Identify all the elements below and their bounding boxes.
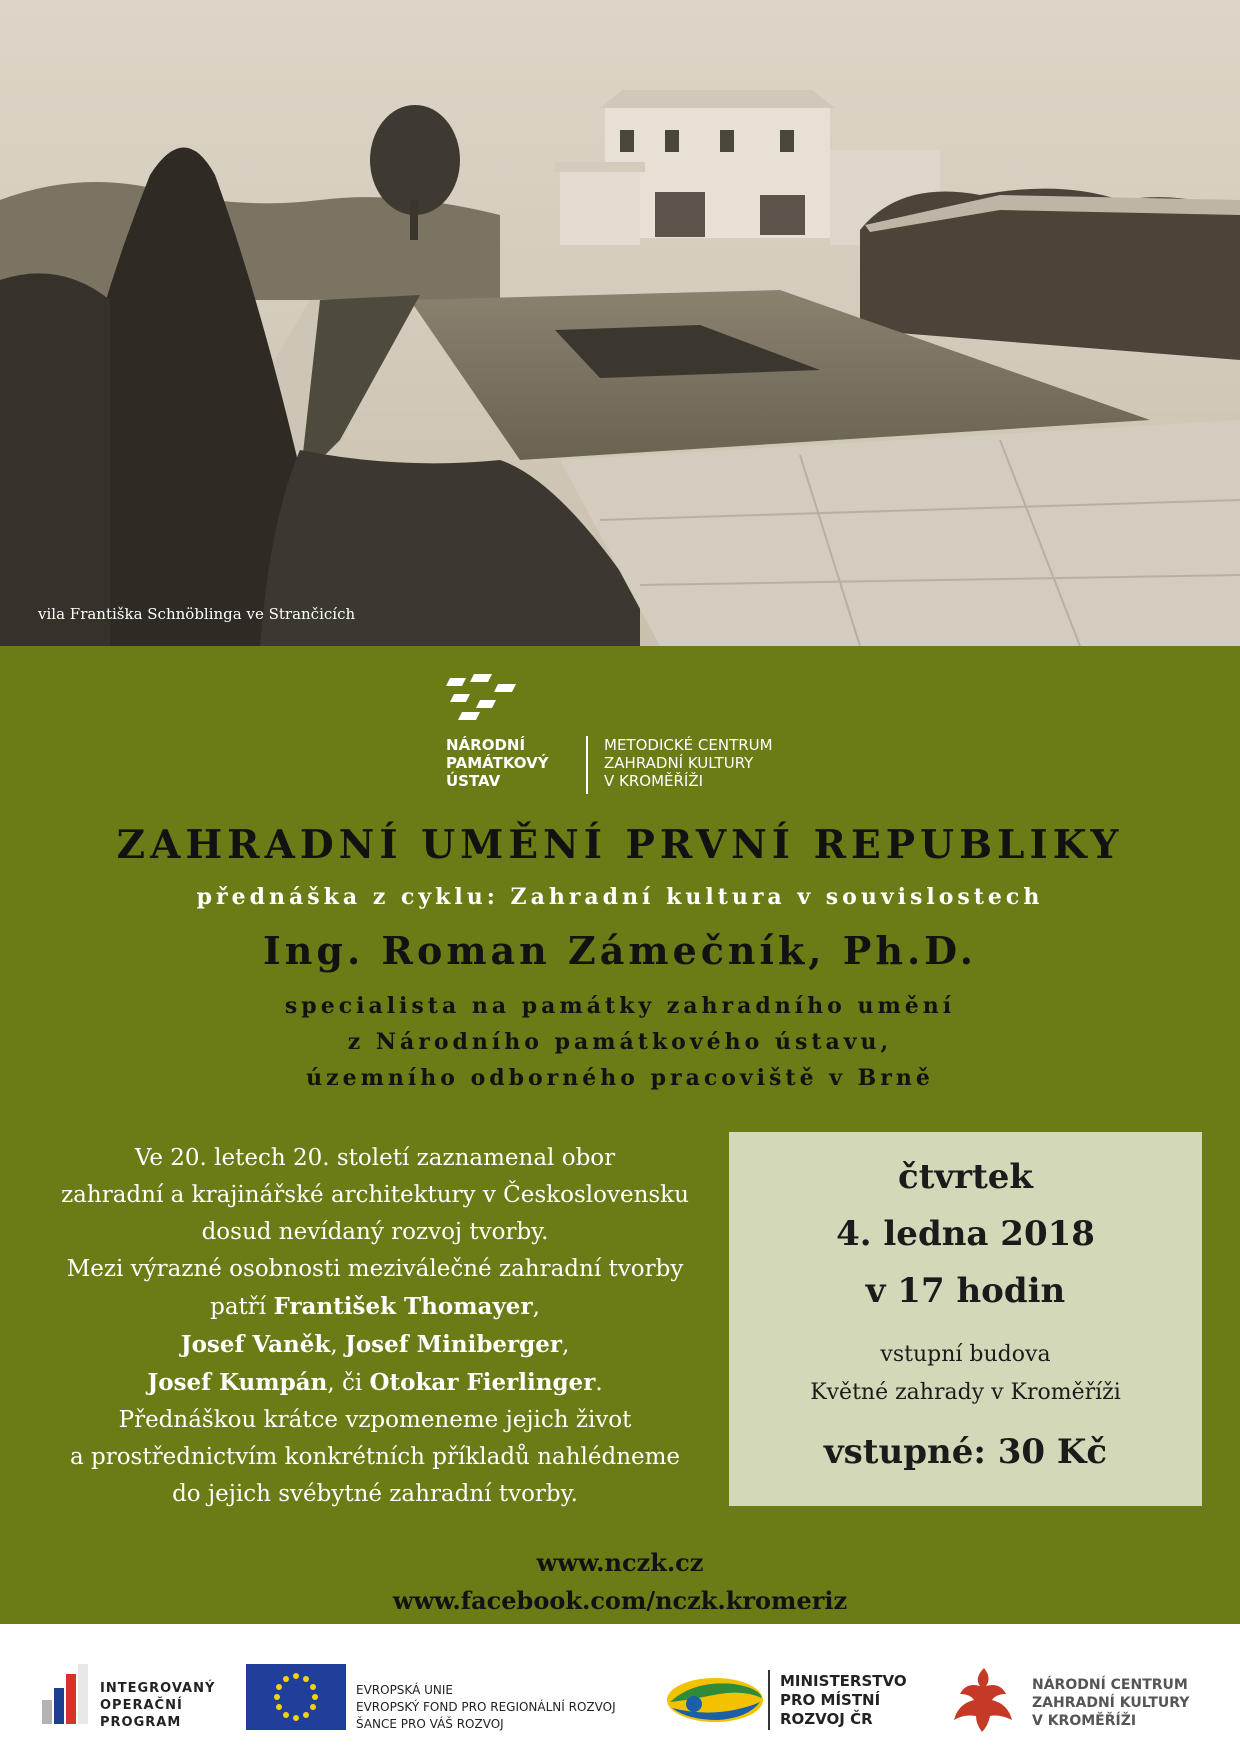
villa-garden-illustration bbox=[0, 0, 1240, 646]
event-time: v 17 hodin bbox=[865, 1271, 1066, 1311]
event-day: čtvrtek bbox=[898, 1157, 1033, 1197]
villa-garden-photo bbox=[0, 0, 1240, 646]
logo-divider bbox=[586, 736, 588, 794]
mczk-logo-text: METODICKÉ CENTRUM ZAHRADNÍ KULTURY V KROMĚŘÍŽI bbox=[604, 736, 773, 790]
event-title: ZAHRADNÍ UMĚNÍ PRVNÍ REPUBLIKY bbox=[116, 822, 1124, 868]
event-info-box bbox=[729, 1132, 1202, 1506]
eu-flag-icon bbox=[246, 1664, 346, 1730]
iop-logo-text: INTEGROVANÝ OPERAČNÍ PROGRAM bbox=[100, 1681, 216, 1730]
iop-logo-icon bbox=[40, 1664, 94, 1724]
mmr-divider bbox=[768, 1670, 770, 1730]
website-link[interactable]: www.nczk.cz bbox=[536, 1548, 704, 1577]
event-place-line1: vstupní budova bbox=[880, 1342, 1051, 1367]
speaker-name: Ing. Roman Zámečník, Ph.D. bbox=[262, 928, 978, 973]
speaker-affiliation: specialista na památky zahradního umění z Národního památkového ústavu, územního odborného pracoviště v Brně bbox=[284, 993, 956, 1091]
mmr-logo-icon bbox=[664, 1672, 766, 1728]
event-subtitle: přednáška z cyklu: Zahradní kultura v souvislostech bbox=[196, 884, 1044, 910]
facebook-link[interactable]: www.facebook.com/nczk.kromeriz bbox=[392, 1586, 848, 1615]
lecture-description: Ve 20. letech 20. století zaznamenal obor zahradní a krajinářské architektury v Československu dosud nevídaný rozvoj tvorby. Mezi výrazné osobnosti meziválečné zahradní tvorby patří František Thomayer, Josef Vaněk, Josef Miniberger, Josef Kumpán, či Otokar Fierlinger. Přednáškou krátce vzpomeneme jejich život a prostřednictvím konkrétních příkladů nahlédneme do jejich svébytné zahradní tvorby. bbox=[61, 1145, 689, 1507]
eu-logo-text: EVROPSKÁ UNIE EVROPSKÝ FOND PRO REGIONÁLNÍ ROZVOJ ŠANCE PRO VÁŠ ROZVOJ bbox=[356, 1683, 616, 1731]
photo-caption: vila Františka Schnöblinga ve Strančicích bbox=[38, 605, 356, 623]
sponsor-footer bbox=[0, 1624, 1240, 1754]
event-fee: vstupné: 30 Kč bbox=[823, 1432, 1108, 1472]
npu-mczk-logo bbox=[436, 670, 816, 800]
nczk-logo-icon bbox=[946, 1664, 1022, 1734]
event-place-line2: Květné zahrady v Kroměříži bbox=[810, 1380, 1121, 1405]
npu-logo-text: NÁRODNÍ PAMÁTKOVÝ ÚSTAV bbox=[446, 736, 549, 790]
npu-logo-mark-icon bbox=[440, 670, 530, 726]
mmr-logo-text: MINISTERSTVO PRO MÍSTNÍ ROZVOJ ČR bbox=[780, 1672, 907, 1728]
nczk-logo-text: NÁRODNÍ CENTRUM ZAHRADNÍ KULTURY V KROMĚŘÍŽI bbox=[1032, 1677, 1190, 1729]
event-date: 4. ledna 2018 bbox=[836, 1214, 1095, 1254]
